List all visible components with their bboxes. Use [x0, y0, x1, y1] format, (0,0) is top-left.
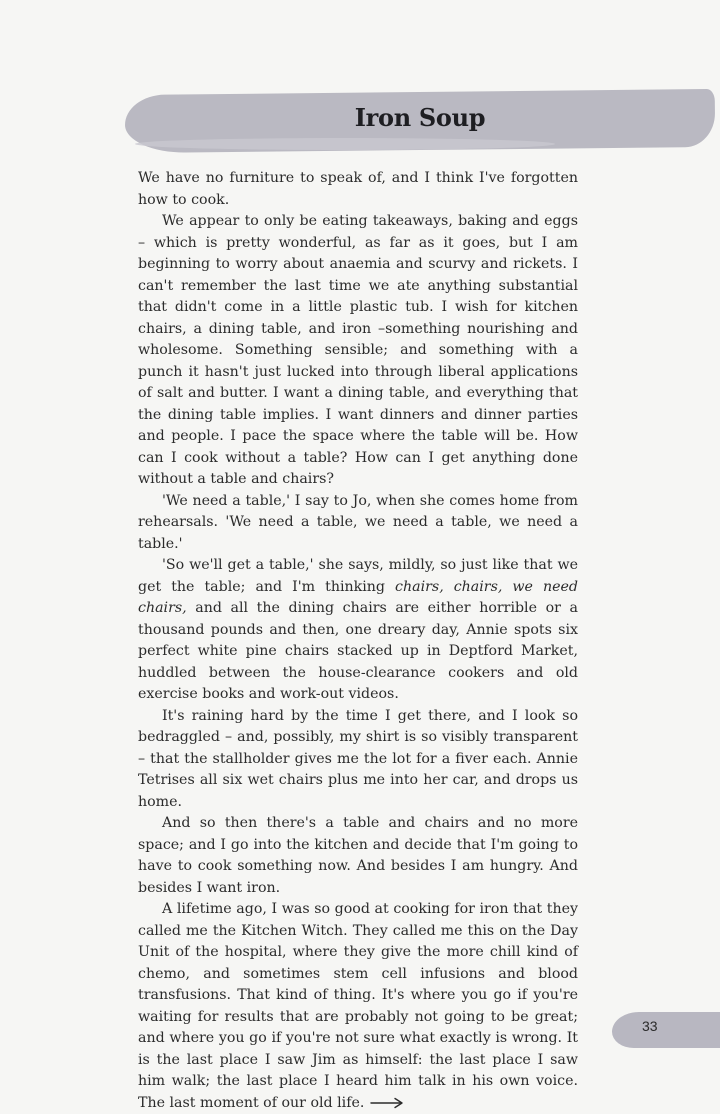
paragraph-text: A lifetime ago, I was so good at cooking for iron that they called me the Kitchen Witch. They called me this on the Day Unit of the hospital, where they give the more chill kind of chemo, and sometimes stem cell infusions and blood transfusions. That kind of thing. It's where you go if you're waiting for results that are probably not going to be great; and where you go if you're not sure what exactly is wrong. It is the last place I saw Jim as himself: the last place I saw him walk; the last place I heard him talk in his own voice. The last moment of our old life. — [138, 901, 578, 1111]
paragraph: We appear to only be eating takeaways, baking and eggs – which is pretty wonderful, as far as it goes, but I am beginning to worry about anaemia and scurvy and rickets. I can't remember the last time we ate anything substantial that didn't come in a little plastic tub. I wish for kitchen chairs, a dining table, and iron –something nourishing and wholesome. Something sensible; and something with a punch it hasn't just lucked into through liberal applications of salt and butter. I want a dining table, and everything that the dining table implies. I want dinners and dinner parties and people. I pace the space where the table will be. How can I cook without a table? How can I get anything done without a table and chairs? — [138, 213, 578, 487]
italic-phrase: chairs, chairs, we need chairs, — [138, 578, 578, 616]
paragraph: 'We need a table,' I say to Jo, when she comes home from rehearsals. 'We need a table, we need a table, we need a table.' — [138, 492, 578, 552]
body-text — [138, 168, 578, 1114]
title-brushstroke-streak — [135, 138, 555, 150]
page-title: Iron Soup — [354, 103, 486, 132]
paragraph — [138, 555, 578, 706]
paragraph: It's raining hard by the time I get there, and I look so bedraggled – and, possibly, my shirt is so visibly transparent – that the stallholder gives me the lot for a fiver each. Annie Tetrises all six wet chairs plus me into her car, and drops us home. — [138, 707, 578, 810]
folio-brushstroke — [612, 1012, 720, 1048]
page-number: 33 — [642, 1018, 658, 1034]
paragraph — [138, 899, 578, 1114]
paragraph: We have no furniture to speak of, and I think I've forgotten how to cook. — [138, 170, 578, 208]
arrow-right-icon — [370, 1097, 404, 1109]
paragraph-text: and all the dining chairs are either horrible or a thousand pounds and then, one dreary day, Annie spots six perfect white pine chairs stacked up in Deptford Market, huddled between the house-clearance cookers and old exercise books and work-out videos. — [138, 600, 578, 702]
paragraph-text: 'So we'll get a table,' she says, mildly, so just like that we get the table; and I'm thinking — [138, 557, 578, 595]
paragraph: And so then there's a table and chairs and no more space; and I go into the kitchen and decide that I'm going to have to cook something now. And besides I am hungry. And besides I want iron. — [138, 815, 578, 896]
